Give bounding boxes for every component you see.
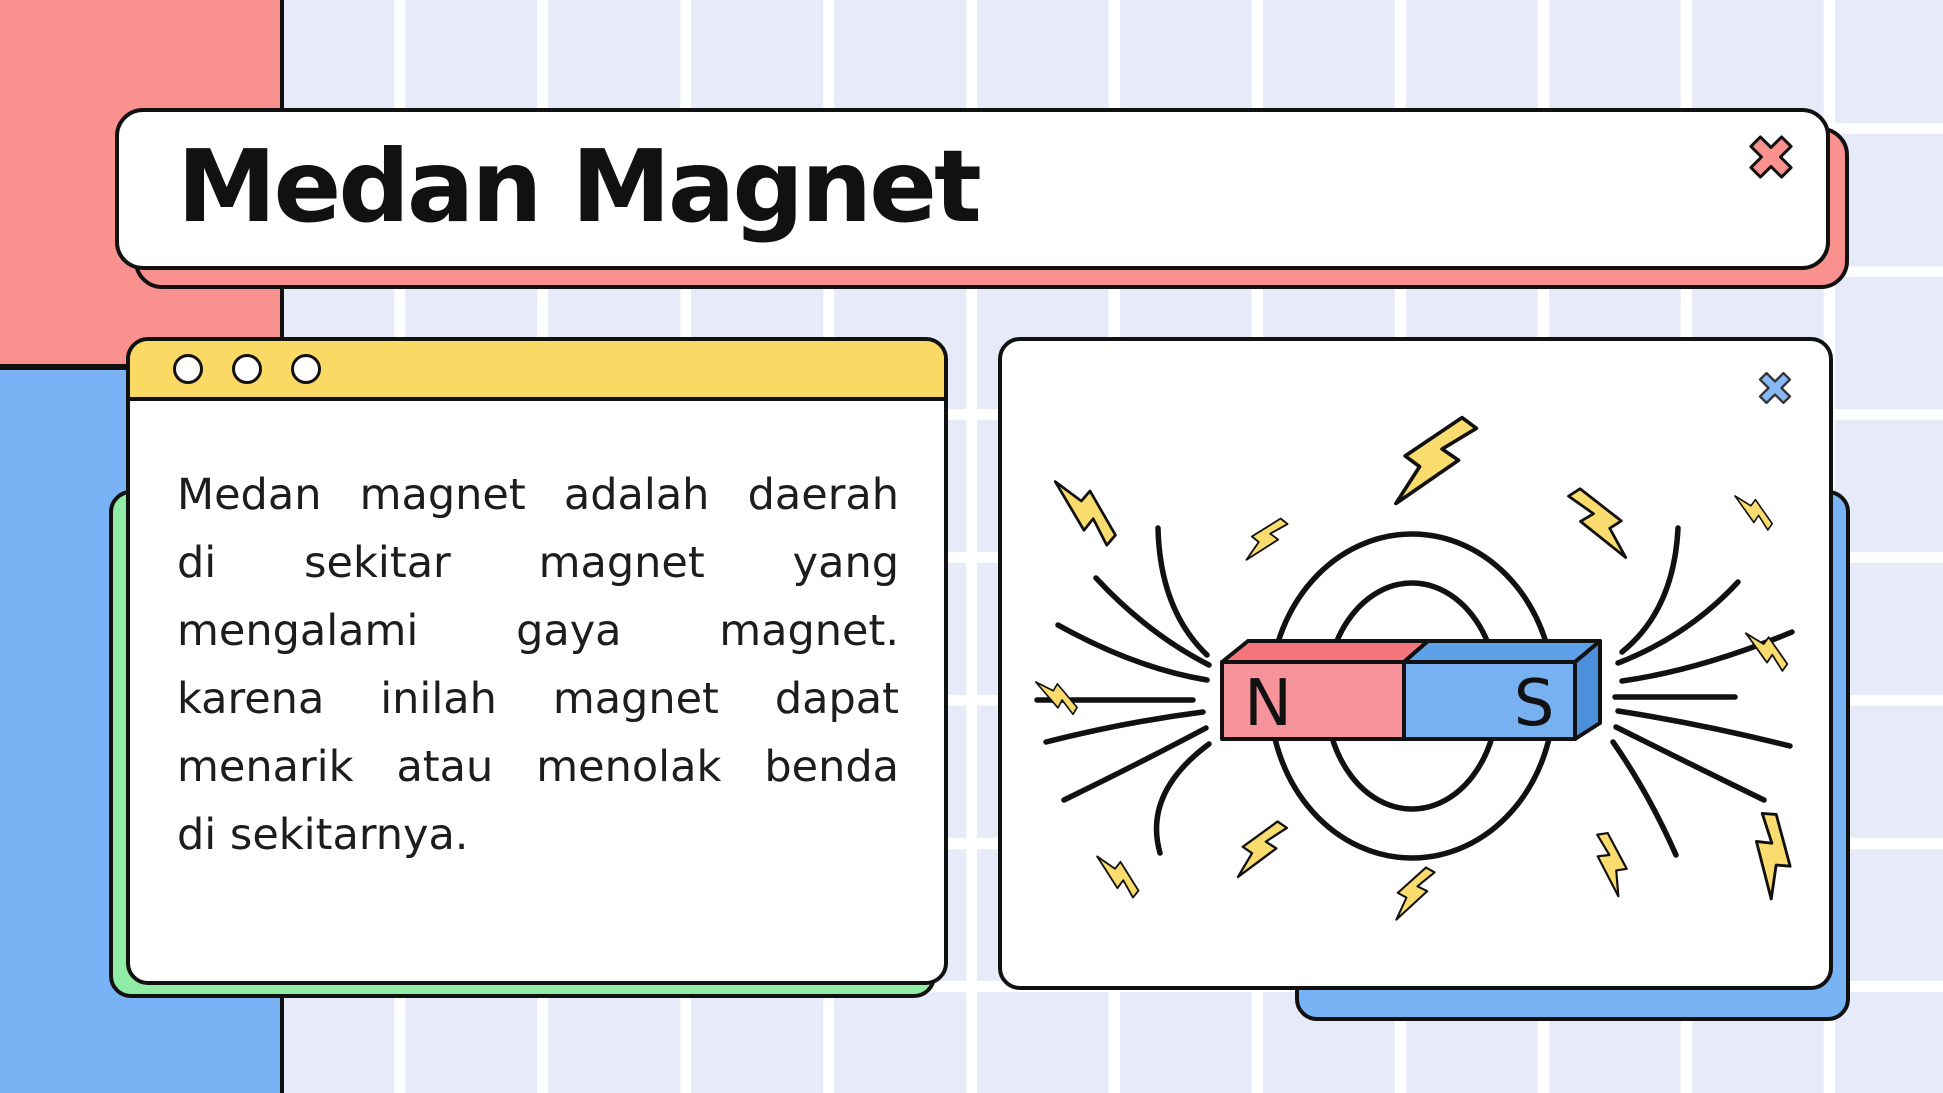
paragraph-line: mengalami gaya magnet. bbox=[177, 606, 899, 656]
magnet-south-label: S bbox=[1513, 667, 1555, 741]
field-lines-right bbox=[1613, 528, 1792, 855]
paragraph-line: menarik atau menolak benda bbox=[177, 742, 899, 792]
window-dot-icon[interactable] bbox=[232, 354, 262, 384]
close-icon[interactable] bbox=[1753, 366, 1797, 410]
image-window bbox=[998, 337, 1833, 990]
window-titlebar bbox=[130, 341, 944, 401]
paragraph-line: Medan magnet adalah daerah bbox=[177, 470, 899, 520]
close-icon[interactable] bbox=[1740, 126, 1802, 188]
text-window bbox=[126, 337, 948, 985]
paragraph-line: di sekitar magnet yang bbox=[177, 538, 899, 588]
magnet-north-label: N bbox=[1244, 667, 1292, 741]
paragraph-line: di sekitarnya. bbox=[177, 810, 469, 860]
body-paragraph bbox=[130, 401, 944, 869]
window-dot-icon[interactable] bbox=[173, 354, 203, 384]
paragraph-line: karena inilah magnet dapat bbox=[177, 674, 899, 724]
window-dot-icon[interactable] bbox=[291, 354, 321, 384]
magnet-field-illustration bbox=[1002, 341, 1829, 986]
title-window bbox=[115, 108, 1830, 270]
page-title: Medan Magnet bbox=[177, 127, 979, 245]
